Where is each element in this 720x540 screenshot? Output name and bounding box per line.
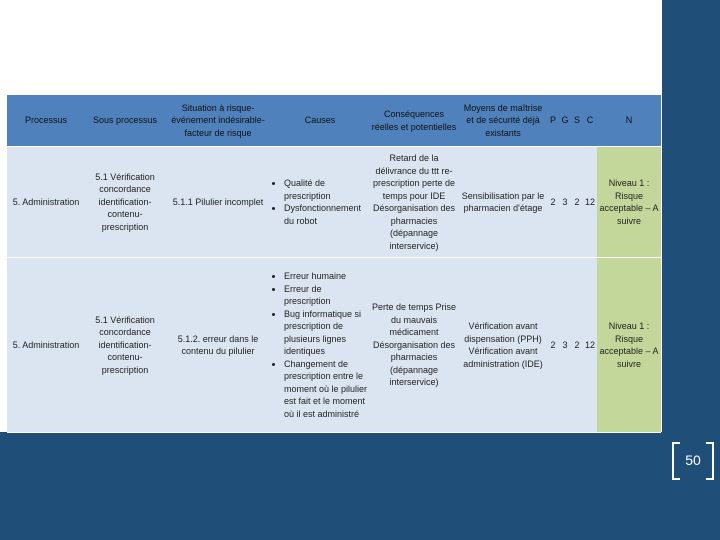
header-s: S bbox=[571, 95, 583, 147]
table-row bbox=[7, 147, 661, 258]
cell-s: 2 bbox=[571, 258, 583, 433]
table-row bbox=[7, 258, 661, 433]
header-c: C bbox=[583, 95, 597, 147]
list-item: • Erreur de prescription bbox=[284, 283, 368, 308]
cell-processus: 5. Administration bbox=[7, 147, 85, 258]
cell-sous-processus: 5.1 Vérification concordance identification-contenu-prescription bbox=[85, 147, 165, 258]
list-item: • Dysfonctionnement du robot bbox=[284, 202, 368, 227]
list-item: • Erreur humaine bbox=[284, 270, 368, 283]
header-causes: Causes bbox=[271, 95, 369, 147]
cell-c: 12 bbox=[583, 258, 597, 433]
cell-sous-processus: 5.1 Vérification concordance identification-contenu-prescription bbox=[85, 258, 165, 433]
cell-moyens: Sensibilisation par le pharmacien d'étage bbox=[459, 147, 547, 258]
header-situation: Situation à risque-événement indésirable-facteur de risque bbox=[165, 95, 271, 147]
list-item: • Qualité de prescription bbox=[284, 177, 368, 202]
list-item: • Bug informatique si prescription de plusieurs lignes identiques bbox=[284, 308, 368, 358]
header-g: G bbox=[559, 95, 571, 147]
cell-moyens: Vérification avant dispensation (PPH) Vérification avant administration (IDE) bbox=[459, 258, 547, 433]
cell-situation: 5.1.1 Pilulier incomplet bbox=[165, 147, 271, 258]
header-consequences: Conséquences réelles et potentielles bbox=[369, 95, 459, 147]
bottom-decor-band bbox=[0, 432, 720, 540]
cell-n: Niveau 1 : Risque acceptable – A suivre bbox=[597, 147, 661, 258]
cell-n: Niveau 1 : Risque acceptable – A suivre bbox=[597, 258, 661, 433]
header-processus: Processus bbox=[7, 95, 85, 147]
cell-causes bbox=[271, 147, 369, 258]
cell-processus: 5. Administration bbox=[7, 258, 85, 433]
header-sous-processus: Sous processus bbox=[85, 95, 165, 147]
cell-g: 3 bbox=[559, 147, 571, 258]
risk-table bbox=[7, 95, 661, 433]
cell-causes bbox=[271, 258, 369, 433]
cell-s: 2 bbox=[571, 147, 583, 258]
header-row bbox=[7, 95, 661, 147]
causes-list bbox=[272, 177, 368, 227]
cell-p: 2 bbox=[547, 147, 559, 258]
cell-consequences: Perte de temps Prise du mauvais médicament Désorganisation des pharmacies (dépannage interservice) bbox=[369, 258, 459, 433]
header-n: N bbox=[597, 95, 661, 147]
causes-list bbox=[272, 270, 368, 420]
cell-consequences: Retard de la délivrance du ttt re-prescription perte de temps pour IDE Désorganisation des pharmacies (dépannage interservice) bbox=[369, 147, 459, 258]
page-number: 50 bbox=[672, 442, 714, 478]
cell-p: 2 bbox=[547, 258, 559, 433]
list-item: • Changement de prescription entre le moment où le pilulier est fait et le moment où il est administré bbox=[284, 358, 368, 421]
cell-g: 3 bbox=[559, 258, 571, 433]
header-moyens: Moyens de maîtrise et de sécurité déjà existants bbox=[459, 95, 547, 147]
cell-c: 12 bbox=[583, 147, 597, 258]
cell-situation: 5.1.2. erreur dans le contenu du pilulier bbox=[165, 258, 271, 433]
header-p: P bbox=[547, 95, 559, 147]
